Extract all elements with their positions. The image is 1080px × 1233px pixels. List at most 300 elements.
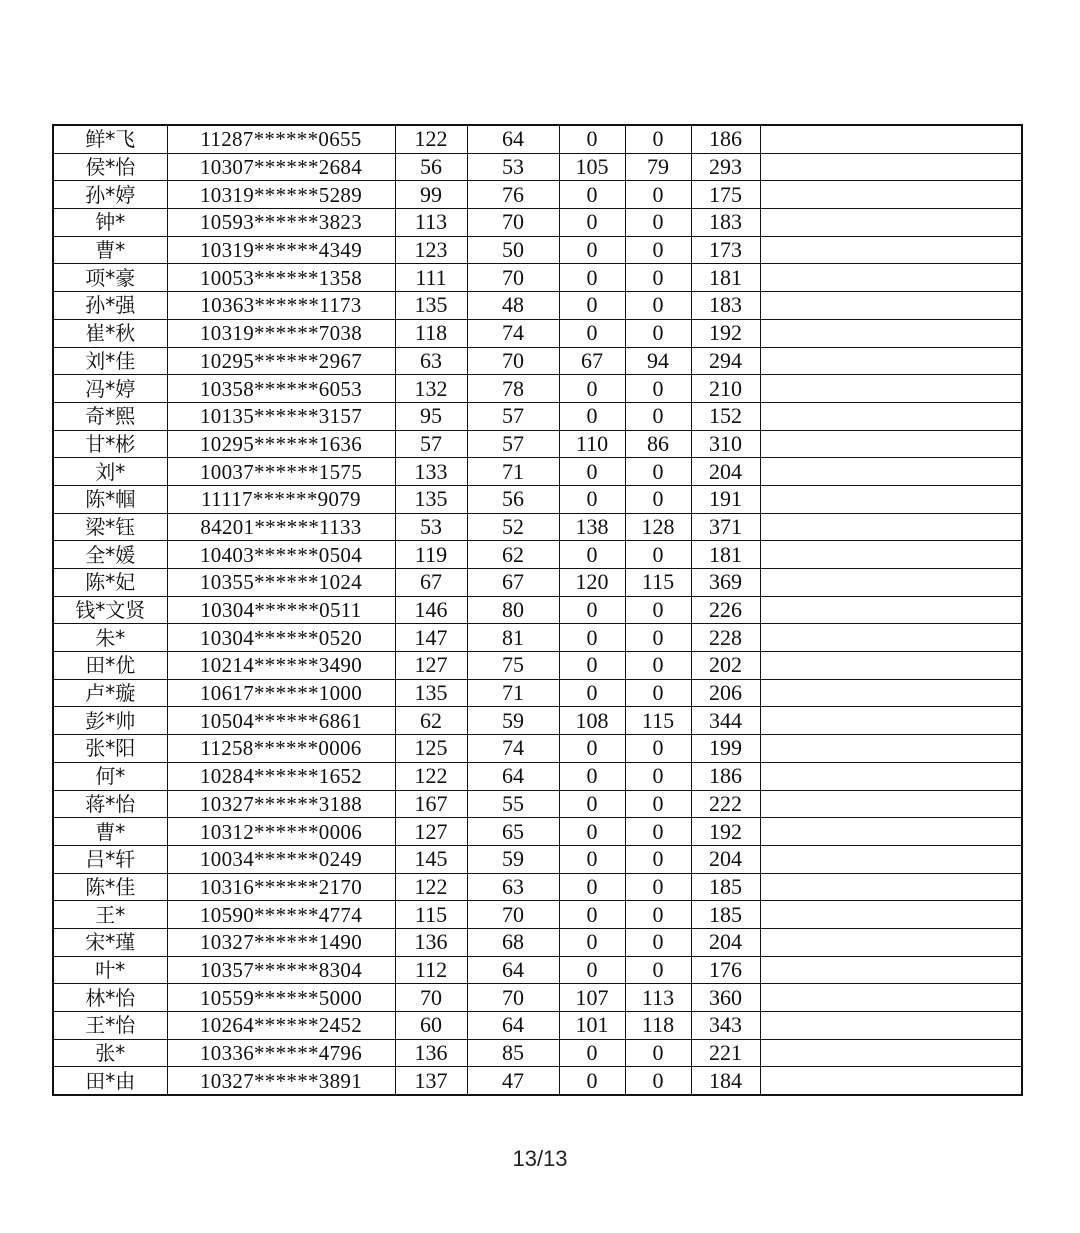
table-row [53,264,1022,292]
empty-cell [760,181,1022,209]
candidate-id: 10327******3188 [167,790,395,818]
candidate-id: 10307******2684 [167,153,395,181]
empty-cell [760,845,1022,873]
score-1: 56 [395,153,467,181]
score-1: 67 [395,569,467,597]
empty-cell [760,375,1022,403]
score-2: 48 [467,292,559,320]
candidate-id: 10304******0520 [167,624,395,652]
table-row [53,956,1022,984]
table-row [53,873,1022,901]
score-2: 64 [467,762,559,790]
candidate-id: 10135******3157 [167,402,395,430]
candidate-id: 10617******1000 [167,679,395,707]
score-3: 138 [559,513,625,541]
score-4: 86 [625,430,691,458]
score-1: 95 [395,402,467,430]
table-row [53,1039,1022,1067]
table-row [53,292,1022,320]
score-3: 107 [559,984,625,1012]
score-4: 0 [625,1067,691,1095]
empty-cell [760,1067,1022,1095]
score-2: 85 [467,1039,559,1067]
score-3: 0 [559,236,625,264]
total-score: 191 [691,485,760,513]
empty-cell [760,984,1022,1012]
score-4: 0 [625,541,691,569]
total-score: 202 [691,652,760,680]
total-score: 371 [691,513,760,541]
total-score: 222 [691,790,760,818]
score-1: 167 [395,790,467,818]
score-1: 136 [395,928,467,956]
candidate-name: 孙*婷 [53,181,167,209]
score-1: 136 [395,1039,467,1067]
total-score: 204 [691,458,760,486]
total-score: 199 [691,735,760,763]
total-score: 181 [691,264,760,292]
score-1: 135 [395,485,467,513]
empty-cell [760,707,1022,735]
score-2: 70 [467,984,559,1012]
score-3: 0 [559,264,625,292]
total-score: 344 [691,707,760,735]
candidate-id: 10264******2452 [167,1012,395,1040]
score-2: 80 [467,596,559,624]
score-3: 0 [559,458,625,486]
page-number: 13/13 [512,1146,568,1171]
total-score: 184 [691,1067,760,1095]
score-3: 0 [559,485,625,513]
candidate-name: 钱*文贤 [53,596,167,624]
score-2: 47 [467,1067,559,1095]
score-2: 81 [467,624,559,652]
candidate-id: 10504******6861 [167,707,395,735]
score-1: 146 [395,596,467,624]
score-4: 0 [625,845,691,873]
score-4: 113 [625,984,691,1012]
score-3: 0 [559,652,625,680]
empty-cell [760,652,1022,680]
score-3: 0 [559,319,625,347]
table-row [53,790,1022,818]
score-2: 68 [467,928,559,956]
empty-cell [760,264,1022,292]
score-1: 70 [395,984,467,1012]
candidate-name: 甘*彬 [53,430,167,458]
score-4: 0 [625,402,691,430]
total-score: 228 [691,624,760,652]
candidate-id: 10316******2170 [167,873,395,901]
score-1: 119 [395,541,467,569]
candidate-id: 10590******4774 [167,901,395,929]
score-4: 0 [625,485,691,513]
score-4: 0 [625,458,691,486]
candidate-id: 84201******1133 [167,513,395,541]
candidate-name: 叶* [53,956,167,984]
score-4: 0 [625,790,691,818]
table-row [53,319,1022,347]
score-2: 70 [467,209,559,237]
score-4: 0 [625,375,691,403]
candidate-id: 10319******4349 [167,236,395,264]
empty-cell [760,735,1022,763]
score-3: 108 [559,707,625,735]
score-4: 0 [625,679,691,707]
candidate-name: 田*由 [53,1067,167,1095]
score-4: 0 [625,652,691,680]
total-score: 181 [691,541,760,569]
total-score: 293 [691,153,760,181]
score-3: 0 [559,541,625,569]
table-row [53,901,1022,929]
score-4: 0 [625,928,691,956]
empty-cell [760,901,1022,929]
empty-cell [760,430,1022,458]
empty-cell [760,513,1022,541]
table-row [53,845,1022,873]
score-1: 127 [395,652,467,680]
score-1: 145 [395,845,467,873]
total-score: 175 [691,181,760,209]
score-4: 115 [625,569,691,597]
candidate-name: 梁*钰 [53,513,167,541]
empty-cell [760,209,1022,237]
score-2: 75 [467,652,559,680]
candidate-name: 张* [53,1039,167,1067]
score-2: 63 [467,873,559,901]
table-row [53,679,1022,707]
table-row [53,569,1022,597]
score-1: 132 [395,375,467,403]
score-2: 70 [467,347,559,375]
table-row [53,430,1022,458]
table-row [53,375,1022,403]
score-2: 64 [467,125,559,153]
table-row [53,1067,1022,1095]
candidate-name: 全*媛 [53,541,167,569]
score-1: 53 [395,513,467,541]
candidate-id: 10312******0006 [167,818,395,846]
score-2: 55 [467,790,559,818]
score-2: 62 [467,541,559,569]
empty-cell [760,236,1022,264]
table-row [53,209,1022,237]
empty-cell [760,569,1022,597]
candidate-id: 10037******1575 [167,458,395,486]
score-4: 0 [625,624,691,652]
score-3: 0 [559,402,625,430]
total-score: 186 [691,762,760,790]
score-3: 0 [559,901,625,929]
table-row [53,1012,1022,1040]
candidate-id: 10284******1652 [167,762,395,790]
table-body [53,125,1022,1095]
score-4: 0 [625,181,691,209]
score-1: 135 [395,679,467,707]
total-score: 204 [691,845,760,873]
candidate-name: 刘* [53,458,167,486]
score-1: 62 [395,707,467,735]
candidate-id: 10363******1173 [167,292,395,320]
score-4: 0 [625,236,691,264]
candidate-name: 王* [53,901,167,929]
score-2: 50 [467,236,559,264]
score-4: 0 [625,596,691,624]
empty-cell [760,790,1022,818]
candidate-name: 林*怡 [53,984,167,1012]
score-3: 0 [559,790,625,818]
total-score: 176 [691,956,760,984]
candidate-name: 刘*佳 [53,347,167,375]
candidate-name: 曹* [53,236,167,264]
candidate-name: 何* [53,762,167,790]
score-2: 67 [467,569,559,597]
candidate-id: 10327******1490 [167,928,395,956]
score-4: 0 [625,873,691,901]
empty-cell [760,458,1022,486]
score-1: 118 [395,319,467,347]
score-4: 0 [625,1039,691,1067]
score-1: 122 [395,873,467,901]
score-3: 0 [559,1067,625,1095]
empty-cell [760,153,1022,181]
candidate-name: 田*优 [53,652,167,680]
score-2: 57 [467,430,559,458]
table-row [53,402,1022,430]
score-2: 74 [467,735,559,763]
candidate-name: 崔*秋 [53,319,167,347]
score-1: 112 [395,956,467,984]
score-3: 110 [559,430,625,458]
score-1: 111 [395,264,467,292]
score-1: 127 [395,818,467,846]
score-2: 71 [467,679,559,707]
score-2: 64 [467,956,559,984]
candidate-name: 吕*轩 [53,845,167,873]
empty-cell [760,873,1022,901]
empty-cell [760,1039,1022,1067]
score-1: 115 [395,901,467,929]
score-1: 99 [395,181,467,209]
score-3: 0 [559,125,625,153]
candidate-id: 11287******0655 [167,125,395,153]
table-row [53,458,1022,486]
score-3: 0 [559,845,625,873]
score-3: 0 [559,735,625,763]
total-score: 310 [691,430,760,458]
table-row [53,236,1022,264]
candidate-name: 张*阳 [53,735,167,763]
score-1: 137 [395,1067,467,1095]
table-row [53,596,1022,624]
table-row [53,984,1022,1012]
candidate-name: 钟* [53,209,167,237]
candidate-name: 宋*瑾 [53,928,167,956]
table-row [53,707,1022,735]
total-score: 204 [691,928,760,956]
candidate-id: 10034******0249 [167,845,395,873]
score-4: 118 [625,1012,691,1040]
candidate-name: 曹* [53,818,167,846]
candidate-name: 侯*怡 [53,153,167,181]
total-score: 226 [691,596,760,624]
candidate-name: 陈*妃 [53,569,167,597]
score-4: 0 [625,762,691,790]
score-4: 0 [625,209,691,237]
table-row [53,125,1022,153]
score-4: 0 [625,956,691,984]
empty-cell [760,956,1022,984]
table-row [53,485,1022,513]
empty-cell [760,1012,1022,1040]
score-2: 70 [467,901,559,929]
candidate-name: 王*怡 [53,1012,167,1040]
empty-cell [760,485,1022,513]
total-score: 206 [691,679,760,707]
score-1: 113 [395,209,467,237]
score-1: 135 [395,292,467,320]
table-row [53,541,1022,569]
candidate-id: 10559******5000 [167,984,395,1012]
candidate-id: 10403******0504 [167,541,395,569]
score-2: 59 [467,845,559,873]
score-1: 147 [395,624,467,652]
total-score: 360 [691,984,760,1012]
candidate-id: 10327******3891 [167,1067,395,1095]
table-row [53,762,1022,790]
score-4: 128 [625,513,691,541]
candidate-name: 卢*璇 [53,679,167,707]
total-score: 185 [691,901,760,929]
score-3: 0 [559,762,625,790]
total-score: 185 [691,873,760,901]
score-3: 0 [559,596,625,624]
empty-cell [760,596,1022,624]
candidate-id: 10053******1358 [167,264,395,292]
score-3: 0 [559,679,625,707]
table-row [53,347,1022,375]
total-score: 192 [691,818,760,846]
total-score: 343 [691,1012,760,1040]
score-4: 0 [625,264,691,292]
score-4: 0 [625,735,691,763]
score-1: 123 [395,236,467,264]
score-3: 120 [559,569,625,597]
candidate-id: 10295******1636 [167,430,395,458]
empty-cell [760,818,1022,846]
score-2: 53 [467,153,559,181]
score-3: 0 [559,624,625,652]
empty-cell [760,679,1022,707]
score-3: 0 [559,1039,625,1067]
score-2: 74 [467,319,559,347]
total-score: 192 [691,319,760,347]
score-3: 105 [559,153,625,181]
score-4: 0 [625,125,691,153]
empty-cell [760,402,1022,430]
score-2: 76 [467,181,559,209]
candidate-name: 陈*佳 [53,873,167,901]
empty-cell [760,928,1022,956]
candidate-name: 鲜*飞 [53,125,167,153]
empty-cell [760,347,1022,375]
score-2: 70 [467,264,559,292]
total-score: 210 [691,375,760,403]
score-3: 101 [559,1012,625,1040]
table-row [53,928,1022,956]
total-score: 369 [691,569,760,597]
score-3: 0 [559,928,625,956]
score-3: 67 [559,347,625,375]
empty-cell [760,762,1022,790]
score-3: 0 [559,375,625,403]
table-row [53,818,1022,846]
candidate-name: 蒋*怡 [53,790,167,818]
candidate-id: 10355******1024 [167,569,395,597]
score-2: 59 [467,707,559,735]
candidate-name: 陈*帼 [53,485,167,513]
score-3: 0 [559,956,625,984]
score-3: 0 [559,209,625,237]
score-1: 125 [395,735,467,763]
total-score: 294 [691,347,760,375]
table-row [53,735,1022,763]
score-2: 71 [467,458,559,486]
score-3: 0 [559,873,625,901]
score-4: 0 [625,292,691,320]
score-1: 122 [395,762,467,790]
table-row [53,513,1022,541]
candidate-id: 10357******8304 [167,956,395,984]
candidate-id: 10319******7038 [167,319,395,347]
candidate-id: 11258******0006 [167,735,395,763]
candidate-id: 10336******4796 [167,1039,395,1067]
empty-cell [760,125,1022,153]
score-table [52,124,1023,1096]
candidate-id: 10295******2967 [167,347,395,375]
table-row [53,652,1022,680]
score-1: 63 [395,347,467,375]
score-3: 0 [559,818,625,846]
candidate-id: 11117******9079 [167,485,395,513]
score-1: 133 [395,458,467,486]
score-2: 64 [467,1012,559,1040]
empty-cell [760,319,1022,347]
score-4: 0 [625,901,691,929]
candidate-name: 冯*婷 [53,375,167,403]
score-4: 115 [625,707,691,735]
score-2: 65 [467,818,559,846]
candidate-name: 项*豪 [53,264,167,292]
candidate-id: 10593******3823 [167,209,395,237]
score-2: 78 [467,375,559,403]
candidate-id: 10358******6053 [167,375,395,403]
score-3: 0 [559,292,625,320]
candidate-id: 10214******3490 [167,652,395,680]
score-3: 0 [559,181,625,209]
candidate-name: 奇*熙 [53,402,167,430]
candidate-id: 10319******5289 [167,181,395,209]
score-4: 0 [625,319,691,347]
score-2: 57 [467,402,559,430]
table-row [53,624,1022,652]
score-4: 94 [625,347,691,375]
empty-cell [760,541,1022,569]
total-score: 183 [691,292,760,320]
empty-cell [760,624,1022,652]
score-2: 56 [467,485,559,513]
